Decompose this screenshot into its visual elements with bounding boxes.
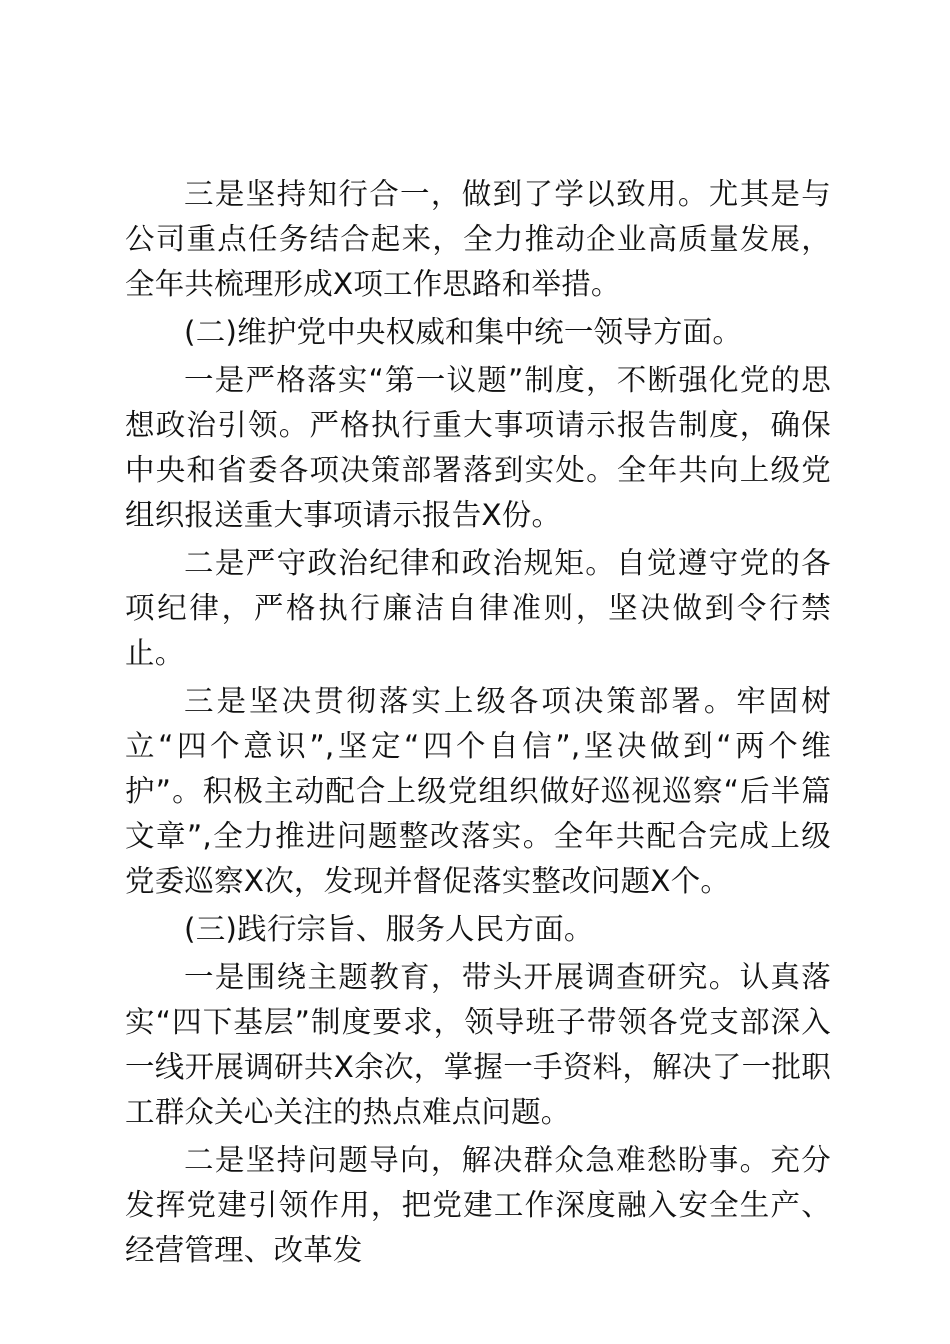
- document-body: [125, 172, 831, 1276]
- paragraph-research: 一是围绕主题教育，带头开展调查研究。认真落实“四下基层”制度要求，领导班子带领各党支部深入一线开展调研共X余次，掌握一手资料，解决了一批职工群众关心关注的热点难点问题。: [125, 960, 831, 1129]
- paragraph-first-topic: 一是严格落实“第一议题”制度，不断强化党的思想政治引领。严格执行重大事项请示报告制度，确保中央和省委各项决策部署落到实处。全年共向上级党组织报送重大事项请示报告X份。: [125, 363, 831, 532]
- paragraph-political-discipline: 二是严守政治纪律和政治规矩。自觉遵守党的各项纪律，严格执行廉洁自律准则，坚决做到令行禁止。: [125, 546, 831, 670]
- section-heading-three: (三)践行宗旨、服务人民方面。: [184, 912, 594, 946]
- paragraph-practice-application: 三是坚持知行合一，做到了学以致用。尤其是与公司重点任务结合起来，全力推动企业高质量发展，全年共梳理形成X项工作思路和举措。: [125, 177, 831, 301]
- paragraph-implement-decisions: 三是坚决贯彻落实上级各项决策部署。牢固树立“四个意识”,坚定“四个自信”,坚决做到“两个维护”。积极主动配合上级党组织做好巡视巡察“后半篇文章”,全力推进问题整改落实。全年共配合完成上级党委巡察X次，发现并督促落实整改问题X个。: [125, 684, 831, 898]
- section-heading-two: (二)维护党中央权威和集中统一领导方面。: [184, 315, 743, 349]
- paragraph-problem-oriented: 二是坚持问题导向，解决群众急难愁盼事。充分发挥党建引领作用，把党建工作深度融入安全生产、经营管理、改革发: [125, 1143, 831, 1267]
